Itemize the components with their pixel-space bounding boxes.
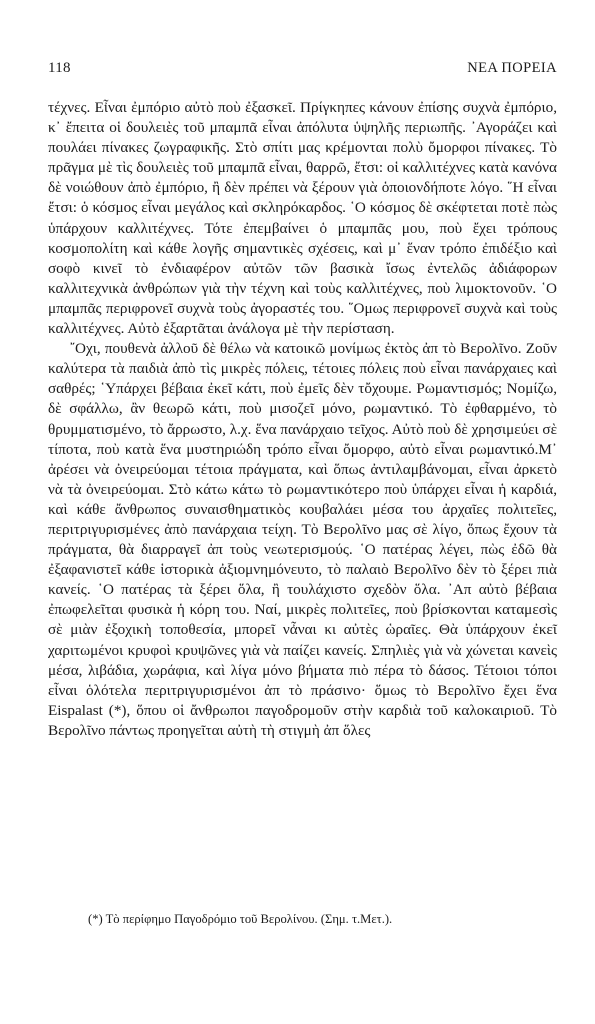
body-text <box>48 98 557 741</box>
paragraph-1: τέχνες. Εἶναι ἐμπόριο αὐτὸ ποὺ ἐξασκεῖ. Πρίγκηπες κάνουν ἐπίσης συχνὰ ἐμπόριο, κ᾽ ἔπειτα οἱ δουλειὲς τοῦ μπαμπᾶ εἶναι ἀπόλυτα ὑψηλῆς περιωπῆς. ᾽Αγοράζει καὶ πουλάει πίνακες ζωγραφικῆς. Στὸ σπίτι μας κρέμονται πολὺ ὄμορφοι πίνακες. Τὸ πρᾶγμα μὲ τὶς δουλειὲς τοῦ μπαμπᾶ εἶναι, θαρρῶ, ἔτσι: οἱ καλλιτέχνες κατὰ κανόνα δὲ νοιώθουν ἀπὸ ἐμπόριο, ἢ δὲν πρέπει νὰ ξέρουν γιὰ ὁποιονδήποτε λόγο. ῞Η εἶναι ἔτσι: ὁ κόσμος εἶναι μεγάλος καὶ σκληρόκαρδος. ῾Ο κόσμος δὲ σκέφτεται ποτὲ πὼς ὑπάρχουν καλλιτέχνες. Τότε ἐπεμβαίνει ὁ μπαμπᾶς μου, ποὺ ἔχει τρόπους κοσμοπολίτη καὶ κάθε λογῆς σημαντικὲς σχέσεις, καὶ μ᾽ ἕναν τρόπο ἐπιδέξιο καὶ σοφὸ κινεῖ τὸ ἐνδιαφέρον αὐτῶν τῶν βασικὰ ἴσως ἐντελῶς ἀδιάφορων καλλιτεχνικὰ ἀνθρώπων γιὰ τὴν τέχνη καὶ τοὺς καλλιτέχνες, ποὺ λιμοκτονοῦν. ῾Ο μπαμπᾶς περιφρονεῖ συχνὰ τοὺς ἀγοραστές του. ῞Ομως περιφρονεῖ συχνὰ καὶ τοὺς καλλιτέχνες. Αὐτὸ ἐξαρτᾶται ἀνάλογα μὲ τὴν περίσταση. <box>48 99 557 338</box>
page-header <box>48 60 557 82</box>
footnote: (*) Τὸ περίφημο Παγοδρόμιο τοῦ Βερολίνου. (Σημ. τ.Μετ.). <box>88 912 393 926</box>
paragraph-2: ῎Οχι, πουθενὰ ἀλλοῦ δὲ θέλω νὰ κατοικῶ μονίμως ἐκτὸς ἀπ τὸ Βερολῖνο. Ζοῦν καλύτερα τὰ παιδιὰ ἀπὸ τὶς μικρὲς πόλεις, τέτοιες πόλεις ποὺ εἶναι πανάρχαιες καὶ σαθρές; ῾Υπάρχει βέβαια ἐκεῖ κάτι, ποὺ ἐμεῖς δὲν τὄχουμε. Ρωμαντισμός; Νομίζω, δὲ σφάλλω, ἂν θεωρῶ κάτι, ποὺ μισοζεῖ μόνο, ρωμαντικό. Τὸ ἐφθαρμένο, τὸ θρυμματισμένο, τὸ ἄρρωστο, λ.χ. ἕνα πανάρχαιο τεῖχος. Αὐτὸ ποὺ δὲ χρησιμεύει σὲ τίποτα, ποὺ κατὰ ἕνα μυστηριώδη τρόπο εἶναι ὄμορφο, αὐτὸ εἶναι ρωμαντικό.Μ᾽ ἀρέσει νὰ ὀνειρεύομαι τέτοια πράγματα, καὶ ὅπως ἀντιλαμβάνομαι, εἶναι ἀρκετὸ νὰ τὰ ὀνειρεύομαι. Στὸ κάτω κάτω τὸ ρωμαντικότερο ποὺ ὑπάρχει εἶναι ἡ καρδιά, καὶ κάθε ἄνθρωπος συναισθηματικὸς κουβαλάει μέσα του ἀρχαῖες πολιτεῖες, περιτριγυρισμένες ἀπὸ πανάρχαια τείχη. Τὸ Βερολῖνο μας σὲ λίγο, ὅπως ἔχουν τὰ πράγματα, θὰ διαρραγεῖ ἀπ τοὺς νεωτερισμούς. ῾Ο πατέρας λέγει, πὼς ἐδῶ θὰ ἐξαφανιστεῖ κάθε ἱστορικὰ ἀξιομνημόνευτο, τὸ παλαιὸ Βερολῖνο δὲν τὸ ξέρει πιὰ κανείς. ῾Ο πατέρας τὰ ξέρει ὅλα, ἢ τουλάχιστο σχεδὸν ὅλα. ᾽Απ αὐτὸ βέβαια ἐπωφελεῖται φυσικὰ ἡ κόρη του. Ναί, μικρὲς πολιτεῖες, ποὺ βρίσκονται καταμεσὶς σὲ μιὰν ἐξοχικὴ τοποθεσία, μπορεῖ νἆναι κι αὐτὲς ὡραῖες. Θὰ ὑπάρχουν ἐκεῖ χαριτωμένοι κρυφοὶ κρυψῶνες γιὰ νὰ παίζει κανείς. Σπηλιὲς γιὰ νὰ χώνεται κανεὶς μέσα, λιβάδια, χωράφια, καὶ λίγα μόνο βήματα πιὸ πέρα τὸ δάσος. Τέτοιοι τόποι εἶναι ὁλότελα περιτριγυρισμένοι ἀπ τὸ πράσινο· ὅμως τὸ Βερολῖνο ἔχει ἕνα Eispalast (*), ὅπου οἱ ἄνθρωποι παγοδρομοῦν στὴν καρδιὰ τοῦ καλοκαιριοῦ. Τὸ Βερολῖνο πάντως προηγεῖται αὐτὴ τὴ στιγμὴ ἀπ ὅλες <box>48 340 557 739</box>
running-title: ΝΕΑ ΠΟΡΕΙΑ <box>467 60 557 76</box>
page-number: 118 <box>48 60 71 76</box>
